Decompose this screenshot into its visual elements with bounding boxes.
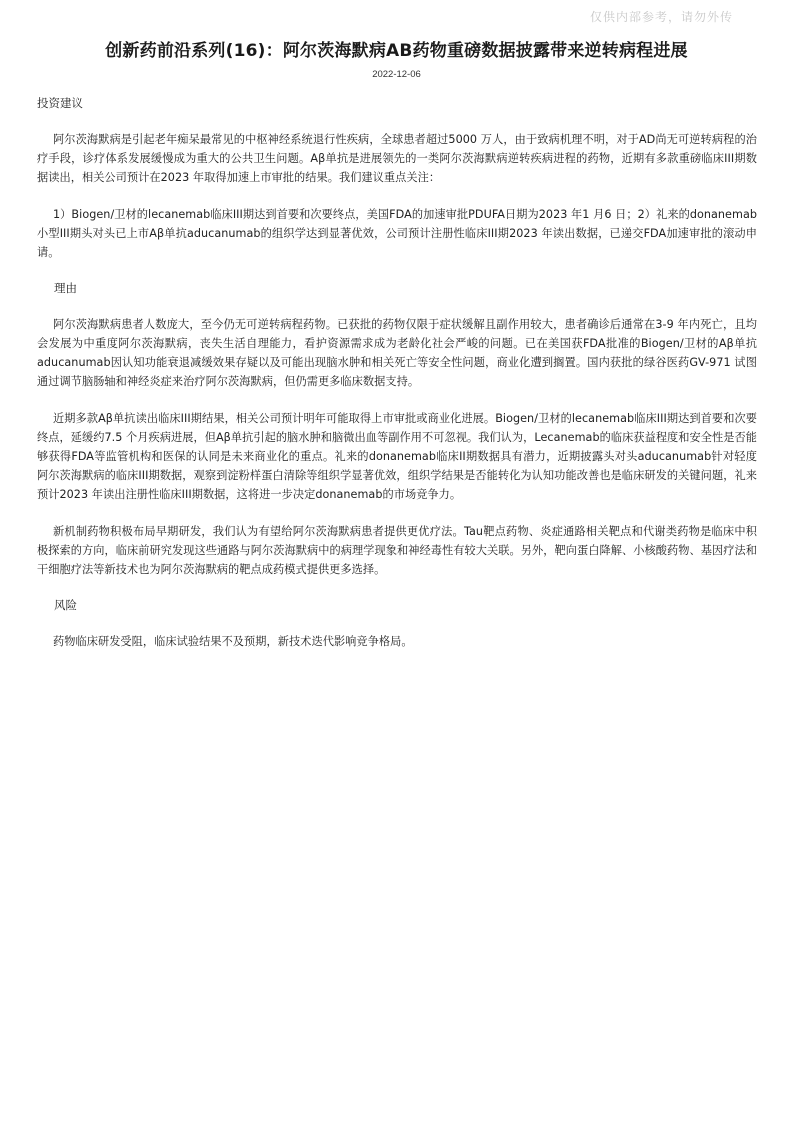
report-body: [37, 95, 757, 651]
paragraph: 新机制药物积极布局早期研发，我们认为有望给阿尔茨海默病患者提供更优疗法。Tau靶点药物、炎症通路相关靶点和代谢类药物是临床中积极探索的方向，临床前研究发现这些通路与阿尔茨海默病中的病理学现象和神经毒性有较大关联。另外，靶向蛋白降解、小核酸药物、基因疗法和干细胞疗法等新技术也为阿尔茨海默病的靶点成药模式提供更多选择。: [37, 525, 757, 576]
section-heading-rationale: 理由: [54, 281, 77, 295]
paragraph: 1）Biogen/卫材的lecanemab临床III期达到首要和次要终点，美国FDA的加速审批PDUFA日期为2023 年1 月6 日；2）礼来的donanemab 小型III期头对头已上市Aβ单抗aducanumab的组织学达到显著优效，公司预计注册性临床III期2023 年读出数据，已递交FDA加速审批的滚动申请。: [37, 208, 757, 259]
paragraph: 阿尔茨海默病患者人数庞大，至今仍无可逆转病程药物。已获批的药物仅限于症状缓解且副作用较大，患者确诊后通常在3-9 年内死亡，且均会发展为中重度阿尔茨海默病，丧失生活自理能力，看护资源需求成为老龄化社会严峻的问题。已在美国获FDA批准的Biogen/卫材的Aβ单抗aducanumab因认知功能衰退减缓效果存疑以及可能出现脑水肿和相关死亡等安全性问题，商业化遭到搁置。国内获批的绿谷医药GV-971 试图通过调节脑肠轴和神经炎症来治疗阿尔茨海默病，但仍需更多临床数据支持。: [37, 318, 757, 388]
section-heading-risk: 风险: [54, 598, 77, 612]
watermark: 仅供内部参考，请勿外传: [589, 10, 733, 24]
section-heading-investment: 投资建议: [37, 96, 83, 110]
paragraph: 阿尔茨海默病是引起老年痴呆最常见的中枢神经系统退行性疾病，全球患者超过5000 万人，由于致病机理不明，对于AD尚无可逆转病程的治疗手段，诊疗体系发展缓慢成为重大的公共卫生问题。Aβ单抗是进展领先的一类阿尔茨海默病逆转疾病进程的药物，近期有多款重磅临床III期数据读出，相关公司预计在2023 年取得加速上市审批的结果。我们建议重点关注：: [37, 133, 757, 184]
publish-date: 2022-12-06: [372, 69, 421, 80]
page-title: 创新药前沿系列(16)：阿尔茨海默病AB药物重磅数据披露带来逆转病程进展: [105, 41, 688, 61]
paragraph: 近期多款Aβ单抗读出临床III期结果，相关公司预计明年可能取得上市审批或商业化进展。Biogen/卫材的lecanemab临床III期达到首要和次要终点，延缓约7.5 个月疾病进展，但Aβ单抗引起的脑水肿和脑微出血等副作用不可忽视。我们认为，Lecanemab的临床获益程度和安全性是否能够获得FDA等监管机构和医保的认同是未来商业化的重点。礼来的donanemab临床II期数据具有潜力，近期披露头对头aducanumab针对轻度阿尔茨海默病的临床III期数据，观察到淀粉样蛋白清除等组织学显著优效，组织学结果是否能转化为认知功能改善也是临床研发的关键问题，礼来预计2023 年读出注册性临床III期数据，这将进一步决定donanemab的市场竞争力。: [37, 412, 757, 501]
paragraph: 药物临床研发受阻，临床试验结果不及预期，新技术迭代影响竞争格局。: [53, 635, 413, 648]
